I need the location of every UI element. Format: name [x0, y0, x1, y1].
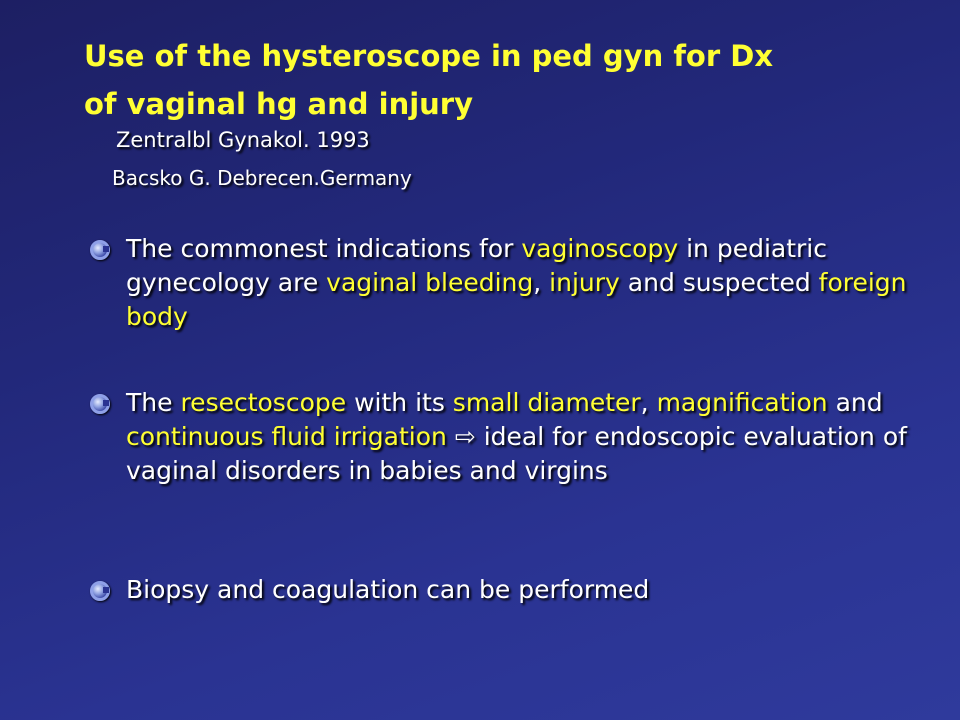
- slide-title: [84, 32, 904, 128]
- text-segment: ,: [640, 388, 657, 417]
- title-line-1: Use of the hysteroscope in ped gyn for Dx: [84, 39, 774, 73]
- text-segment: and suspected: [619, 268, 819, 297]
- text-segment: The commonest indications for: [126, 234, 522, 263]
- title-line-2: of vaginal hg and injury: [84, 87, 474, 121]
- text-segment: The: [126, 388, 181, 417]
- highlighted-term: foreign body: [126, 268, 907, 331]
- highlighted-term: injury: [549, 268, 620, 297]
- bullet-text: [126, 573, 926, 607]
- ring-bullet-icon: [90, 394, 110, 414]
- text-segment: ,: [533, 268, 550, 297]
- ring-bullet-icon: [90, 240, 110, 260]
- bullet-text: [126, 386, 926, 488]
- highlighted-term: magnification: [656, 388, 828, 417]
- highlighted-term: resectoscope: [180, 388, 347, 417]
- text-segment: Biopsy and coagulation can be performed: [126, 575, 650, 604]
- text-segment: with its: [346, 388, 453, 417]
- highlighted-term: vaginal bleeding: [326, 268, 534, 297]
- highlighted-term: continuous fluid irrigation: [126, 422, 447, 451]
- highlighted-term: small diameter: [452, 388, 641, 417]
- ring-bullet-icon: [90, 581, 110, 601]
- text-segment: and: [827, 388, 883, 417]
- highlighted-term: vaginoscopy: [521, 234, 679, 263]
- author-citation: Bacsko G. Debrecen.Germany: [112, 166, 412, 190]
- journal-citation: Zentralbl Gynakol. 1993: [116, 128, 370, 152]
- text-segment: in pediatric gynecology are: [126, 234, 827, 297]
- bullet-text: [126, 232, 926, 334]
- text-segment: ⇨ ideal for endoscopic evaluation of vaginal disorders in babies and virgins: [126, 422, 907, 485]
